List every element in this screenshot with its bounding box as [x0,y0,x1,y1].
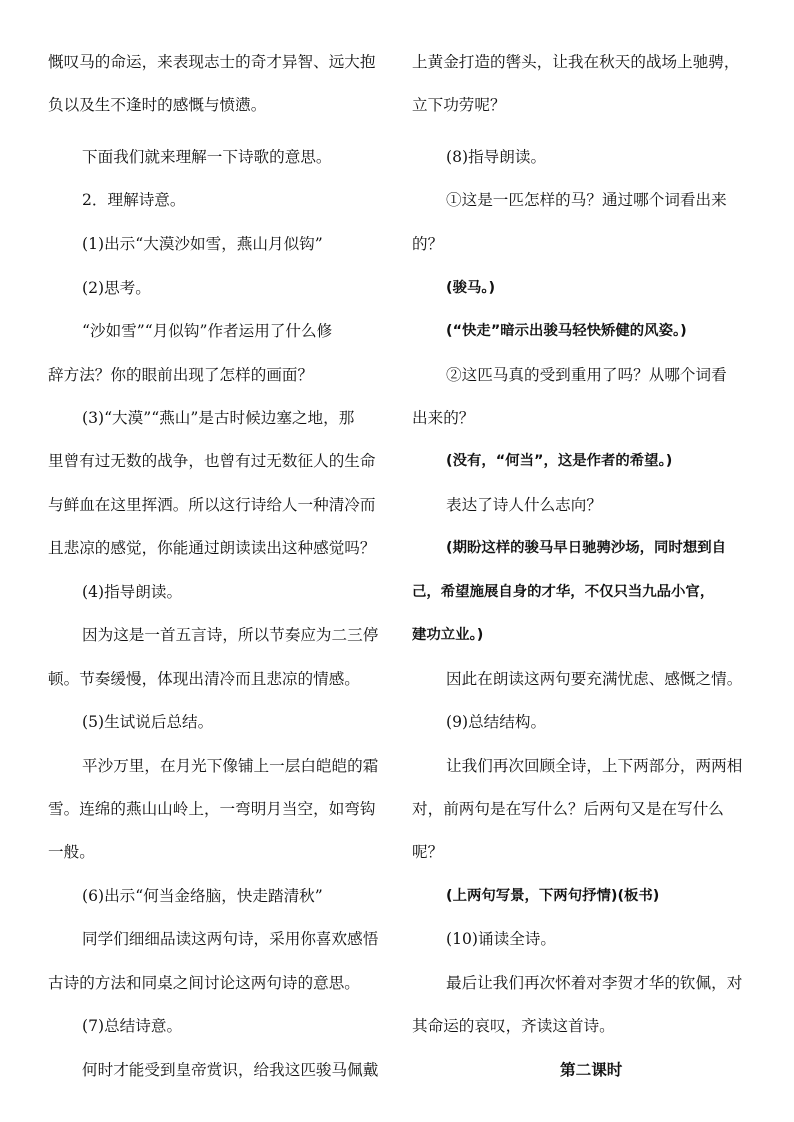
text-line: (10)诵读全诗。 [446,930,556,948]
text-line: 因为这是一首五言诗，所以节奏应为二三停 [82,626,379,644]
text-line: (1)出示“大漠沙如雪，燕山月似钩” [82,235,323,253]
answer-line: (期盼这样的骏马早日驰骋沙场，同时想到自 [446,540,727,556]
text-line: 辞方法？你的眼前出现了怎样的画面？ [48,366,314,384]
text-line: (7)总结诗意。 [82,1017,183,1035]
text-line: 表达了诗人什么志向？ [446,496,602,514]
text-line: ②这匹马真的受到重用了吗？从哪个词看 [446,366,727,384]
text-line: 与鲜血在这里挥洒。所以这行诗给人一种清冷而 [48,496,376,514]
text-line: 顿。节奏缓慢，体现出清冷而且悲凉的情感。 [48,670,360,688]
text-line: (3)“大漠”“燕山”是古时候边塞之地，那 [82,409,355,427]
text-line: 雪。连绵的燕山山岭上，一弯明月当空，如弯钩 [48,800,376,818]
text-line: 因此在朗读这两句要充满忧虑、感慨之情。 [446,670,743,688]
text-line: 最后让我们再次怀着对李贺才华的钦佩，对 [446,974,743,992]
text-line: 立下功劳呢？ [412,96,506,114]
section-heading: 第二课时 [560,1061,623,1079]
text-line: (9)总结结构。 [446,713,547,731]
text-line: (5)生试说后总结。 [82,713,214,731]
text-line: 且悲凉的感觉，你能通过朗读读出这种感觉吗？ [48,539,376,557]
text-line: 里曾有过无数的战争，也曾有过无数征人的生命 [48,452,376,470]
answer-line: (骏马。) [446,280,496,296]
text-line: 出来的？ [412,409,475,427]
answer-line: (没有，“何当”，这是作者的希望。) [446,453,673,469]
text-line: 负以及生不逢时的感慨与愤懑。 [48,96,267,114]
text-line: 平沙万里，在月光下像铺上一层白皑皑的霜 [82,757,379,775]
text-line: (8)指导朗读。 [446,148,547,166]
text-line: 一般。 [48,843,95,861]
text-line: (6)出示“何当金络脑，快走踏清秋” [82,887,323,905]
text-line: 2．理解诗意。 [82,191,186,209]
text-line: ①这是一匹怎样的马？通过哪个词看出来 [446,191,727,209]
answer-line: (上两句写景，下两句抒情)(板书) [446,888,660,904]
text-line: 何时才能受到皇帝赏识，给我这匹骏马佩戴 [82,1061,379,1079]
answer-line: (“快走”暗示出骏马轻快矫健的风姿。) [446,323,687,339]
text-line: 呢？ [412,843,444,861]
text-line: (4)指导朗读。 [82,583,183,601]
text-line: 慨叹马的命运，来表现志士的奇才异智、远大抱 [48,53,376,71]
text-line: 上黄金打造的辔头，让我在秋天的战场上驰骋， [412,53,740,71]
text-line: 的？ [412,235,444,253]
text-line: “沙如雪”“月似钩”作者运用了什么修 [82,322,333,340]
text-line: 同学们细细品读这两句诗，采用你喜欢感悟 [82,930,379,948]
answer-line: 己，希望施展自身的才华，不仅只当九品小官， [412,584,715,600]
text-line: 古诗的方法和同桌之间讨论这两句诗的意思。 [48,974,360,992]
text-line: 对，前两句是在写什么？后两句又是在写什么 [412,800,724,818]
answer-line: 建功立业。) [412,627,484,643]
text-line: (2)思考。 [82,279,151,297]
text-line: 让我们再次回顾全诗，上下两部分，两两相 [446,757,743,775]
text-line: 其命运的哀叹，齐读这首诗。 [412,1017,615,1035]
text-line: 下面我们就来理解一下诗歌的意思。 [82,148,332,166]
